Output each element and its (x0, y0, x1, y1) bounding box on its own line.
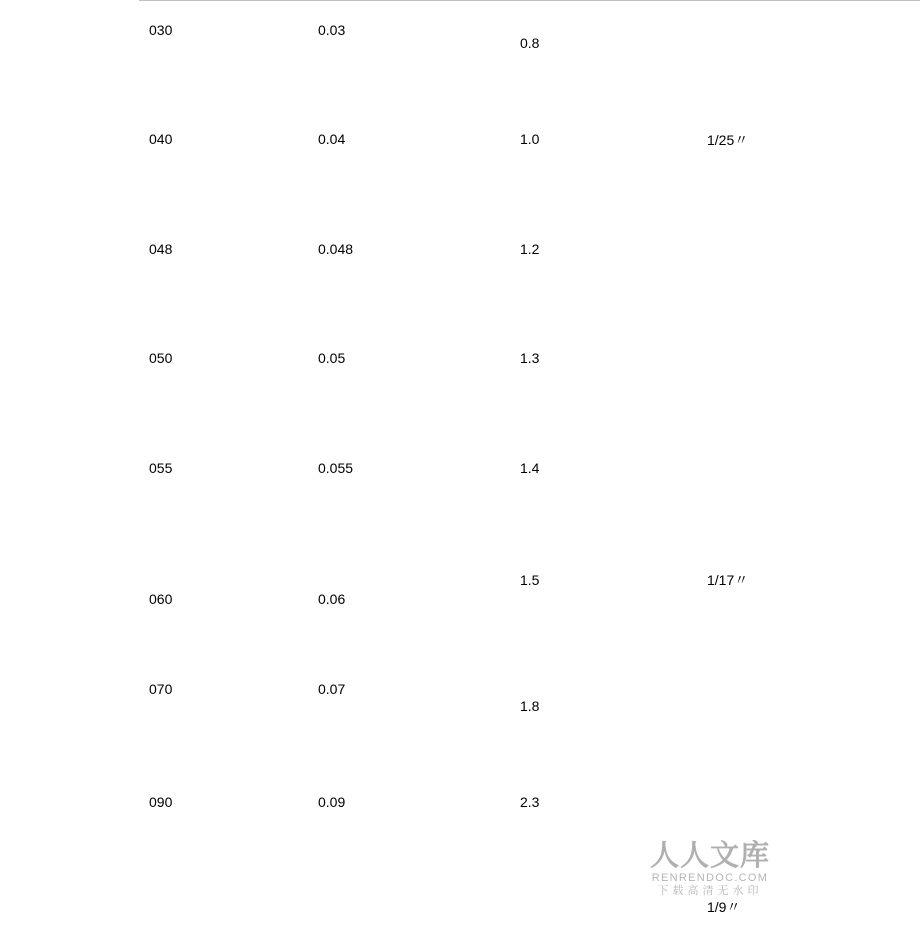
row-mm: 1.0 (520, 131, 540, 147)
row-fraction: 1/17〃 (707, 572, 749, 588)
row-inch: 0.06 (318, 591, 346, 607)
row-code: 070 (149, 681, 173, 697)
row-code: 040 (149, 131, 173, 147)
row-mm: 1.2 (520, 241, 540, 257)
row-code: 055 (149, 460, 173, 476)
row-code: 060 (149, 591, 173, 607)
row-inch: 0.03 (318, 22, 346, 38)
top-rule (139, 0, 920, 1)
watermark-logo: 人人文库 (649, 838, 770, 872)
row-mm: 1.5 (520, 572, 540, 588)
row-fraction: 1/9〃 (707, 899, 741, 915)
row-code: 050 (149, 350, 173, 366)
row-inch: 0.04 (318, 131, 346, 147)
row-inch: 0.05 (318, 350, 346, 366)
row-mm: 0.8 (520, 35, 540, 51)
row-mm: 1.3 (520, 350, 540, 366)
watermark-site: RENRENDOC.COM (651, 872, 769, 884)
row-code: 030 (149, 22, 173, 38)
row-inch: 0.055 (318, 460, 354, 476)
row-inch: 0.048 (318, 241, 354, 257)
row-fraction: 1/25〃 (707, 132, 749, 148)
watermark (646, 838, 774, 898)
row-inch: 0.09 (318, 794, 346, 810)
row-mm: 1.4 (520, 460, 540, 476)
row-code: 048 (149, 241, 173, 257)
watermark-tagline: 下载高清无水印 (657, 885, 763, 897)
row-mm: 1.8 (520, 698, 540, 714)
row-code: 090 (149, 794, 173, 810)
row-inch: 0.07 (318, 681, 346, 697)
row-mm: 2.3 (520, 794, 540, 810)
